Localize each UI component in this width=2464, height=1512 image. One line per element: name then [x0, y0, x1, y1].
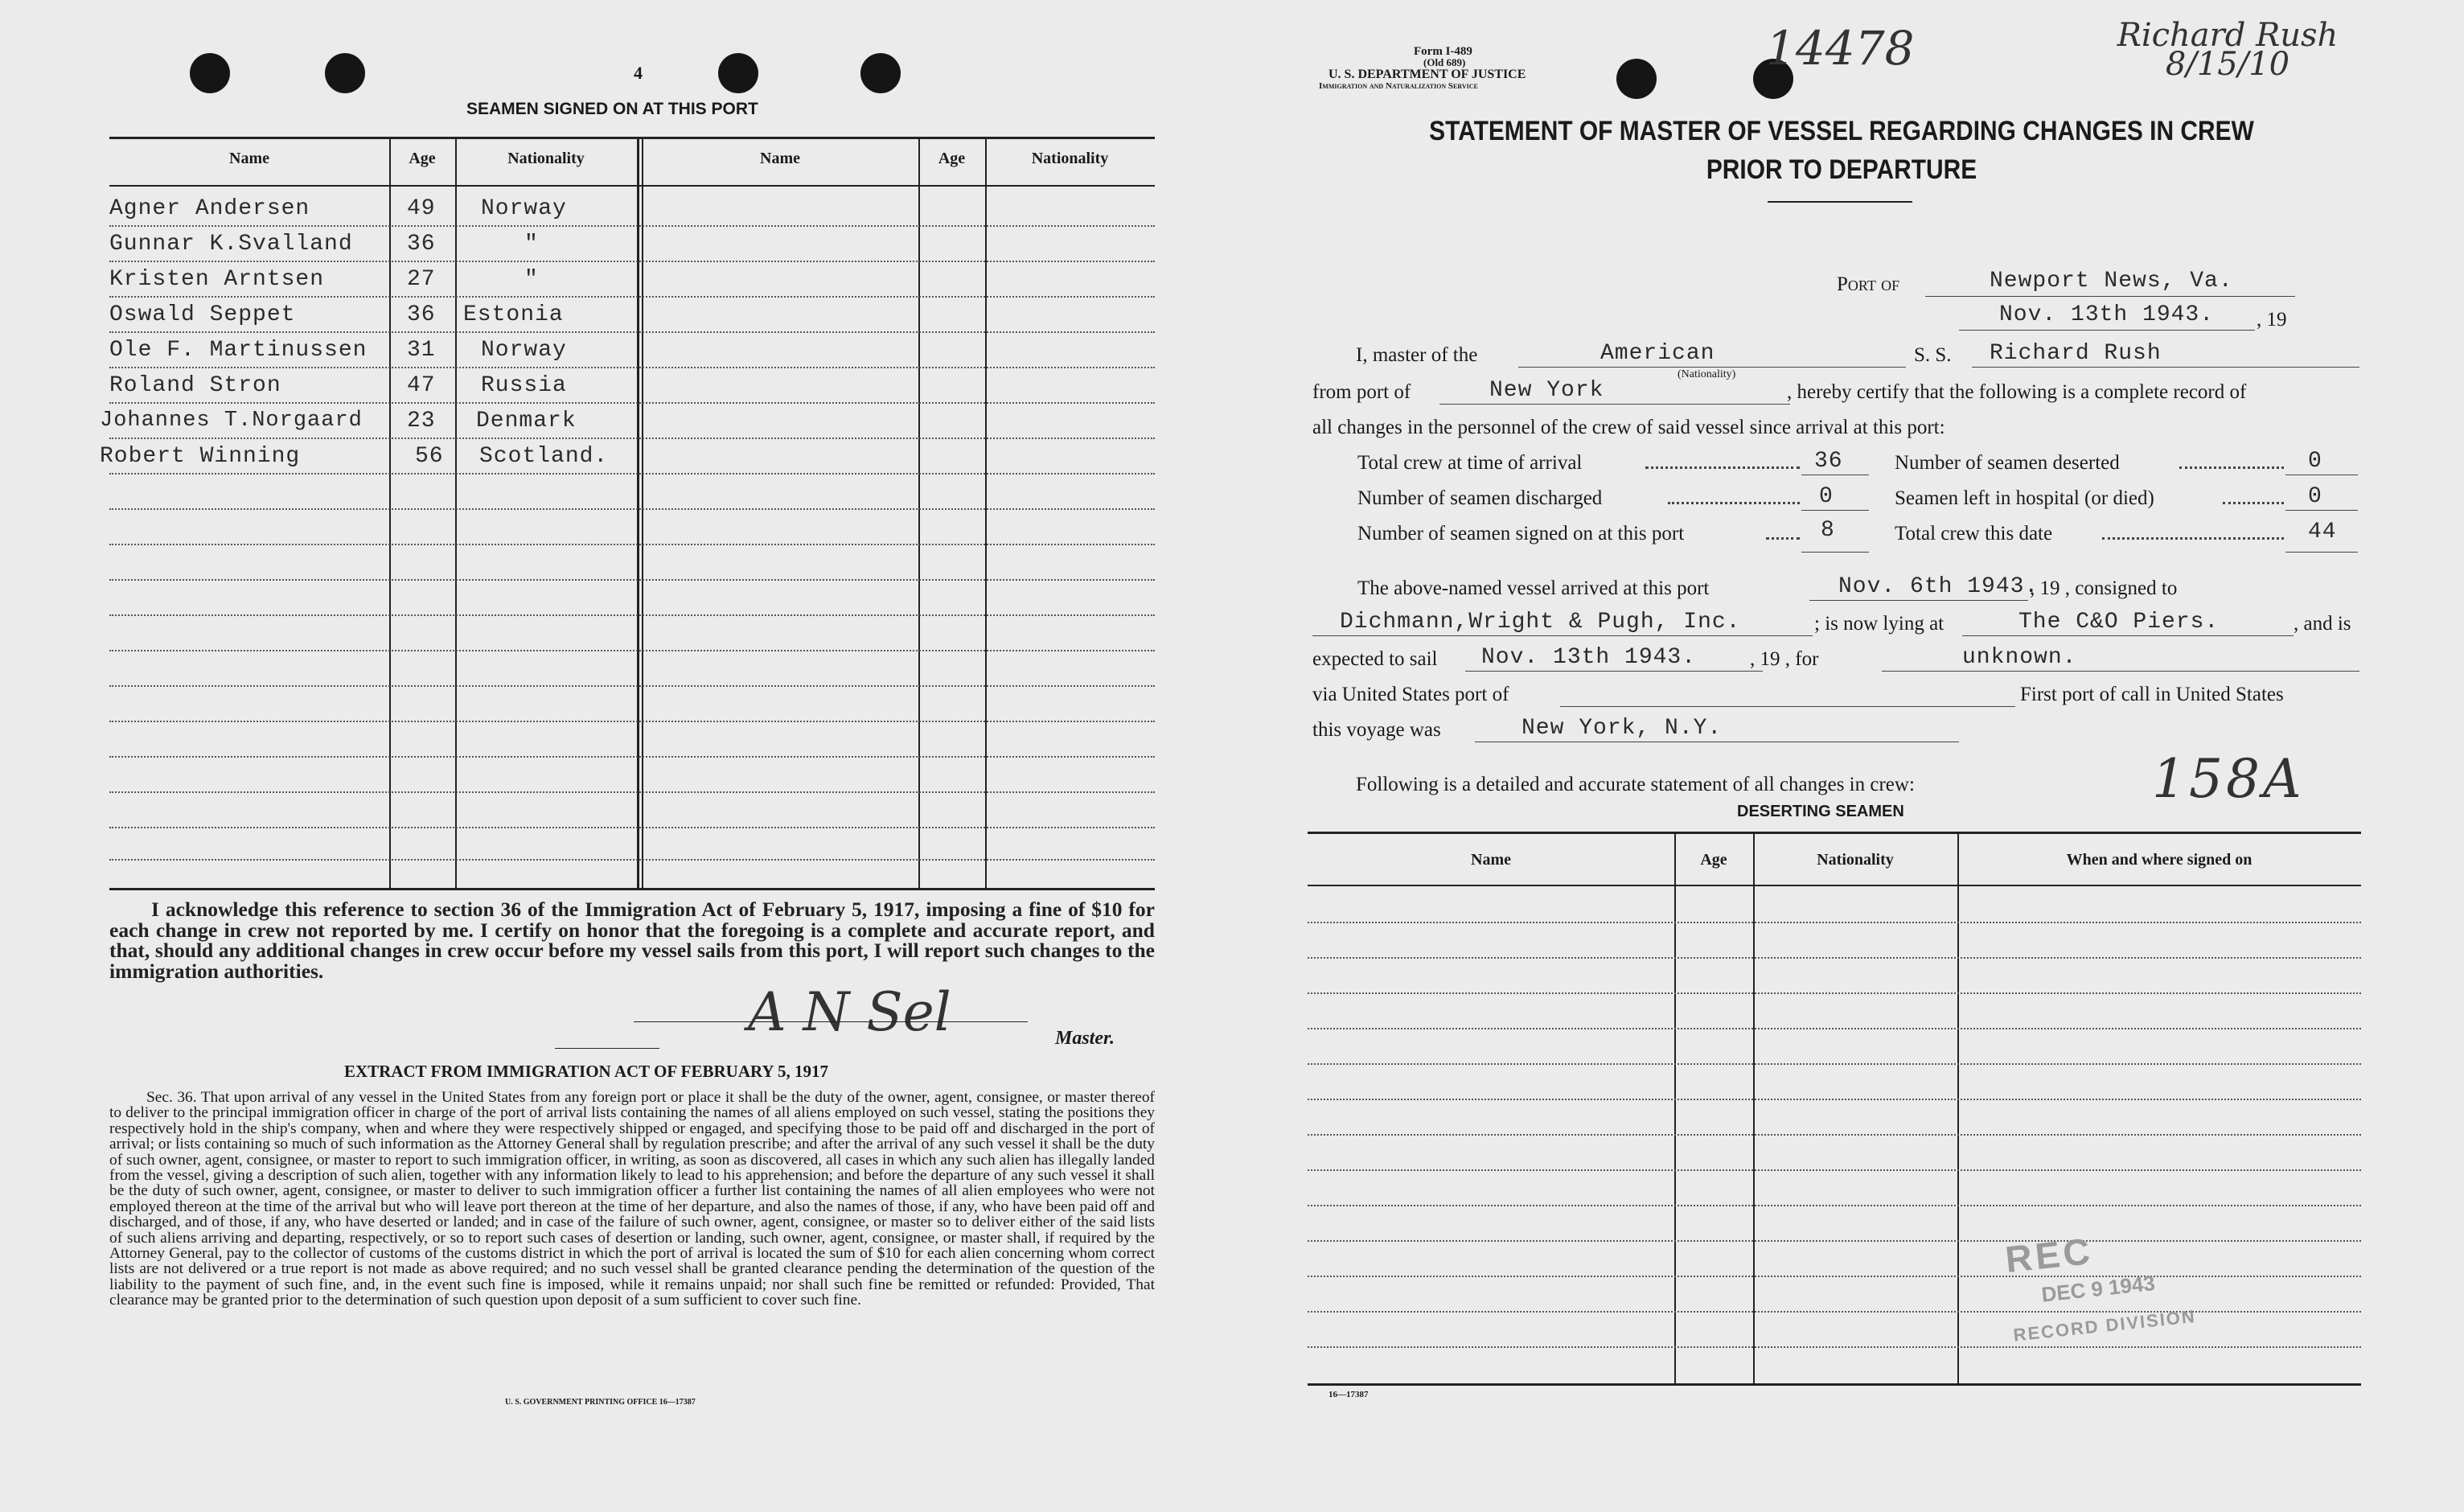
form-title: [1382, 113, 2302, 189]
leader-dots: [1668, 502, 1800, 504]
for-label: , 19 , for: [1750, 648, 1819, 670]
following-label: Following is a detailed and accurate statement of all changes in crew:: [1356, 774, 1915, 795]
table-row: [100, 444, 640, 479]
field-line: [1801, 510, 1869, 511]
nationality-caption: (Nationality): [1678, 368, 1736, 380]
field-line: [1439, 404, 1790, 405]
column-header-age: Age: [1700, 851, 1727, 869]
stamp-line-2: DEC 9 1943: [2040, 1271, 2157, 1307]
column-header-signed-on: When and where signed on: [2066, 851, 2253, 869]
row-rule: [1308, 1099, 2361, 1100]
row-rule: [109, 579, 1155, 581]
row-rule: [109, 756, 1155, 758]
column-header-nationality: Nationality: [1817, 851, 1894, 869]
small-rule: [555, 1048, 659, 1049]
seaman-name: Kristen Arntsen: [109, 267, 325, 292]
row-rule: [109, 544, 1155, 545]
master-label: Master.: [1055, 1028, 1115, 1049]
seaman-name: Agner Andersen: [109, 196, 310, 221]
for-value: unknown.: [1962, 645, 2077, 670]
hospital-label: Seamen left in hospital (or died): [1895, 487, 2154, 509]
row-rule: [109, 650, 1155, 651]
field-line: [1972, 367, 2359, 368]
field-line: [1962, 635, 2294, 636]
field-line: [1560, 706, 2015, 707]
seaman-age: 27: [407, 267, 436, 292]
punch-hole: [1616, 59, 1657, 99]
row-rule: [1308, 1134, 2361, 1136]
table-bottom-rule: [109, 888, 1155, 890]
seaman-name: Roland Stron: [109, 373, 281, 398]
and-is: , and is: [2294, 613, 2351, 635]
port-value: Newport News, Va.: [1990, 269, 2233, 294]
row-rule: [1308, 957, 2361, 959]
department: U. S. DEPARTMENT OF JUSTICE: [1329, 68, 1526, 81]
section-title: SEAMEN SIGNED ON AT THIS PORT: [466, 100, 758, 118]
seaman-nationality: ": [524, 267, 539, 292]
extract-title: EXTRACT FROM IMMIGRATION ACT OF FEBRUARY 5, 1917: [344, 1062, 829, 1081]
deserting-table-bottom: [1308, 1383, 2361, 1386]
field-line: [1312, 635, 1813, 636]
form-old: (Old 689): [1423, 56, 1466, 68]
leader-dots: [2179, 466, 2284, 469]
deserting-title: DESERTING SEAMEN: [1737, 803, 1904, 820]
handwritten-code: 158A: [2152, 748, 2305, 810]
row-rule: [1308, 922, 2361, 923]
master-of-label: I, master of the: [1356, 344, 1478, 366]
seaman-name: Ole F. Martinussen: [109, 338, 368, 363]
column-divider: [642, 137, 643, 888]
page-number: 4: [634, 63, 643, 83]
row-rule: [109, 859, 1155, 861]
lying-value: The C&O Piers.: [2018, 610, 2220, 635]
column-header-age: Age: [409, 150, 436, 167]
first-port-value: New York, N.Y.: [1522, 716, 1723, 741]
nationality-value: American: [1600, 341, 1715, 366]
row-rule: [109, 791, 1155, 793]
arrived-value: Nov. 6th 1943.: [1838, 574, 2039, 599]
leader-dots: [2223, 502, 2284, 504]
form-number: Form I-489: [1414, 45, 1472, 58]
column-header-name: Name: [229, 150, 269, 167]
seaman-nationality: Denmark: [476, 409, 577, 433]
title-line-1: STATEMENT OF MASTER OF VESSEL REGARDING CHANGES IN CREW: [1429, 116, 2254, 146]
seaman-age: 36: [407, 232, 436, 257]
lying-label: ; is now lying at: [1814, 613, 1945, 635]
row-rule: [1308, 1028, 2361, 1029]
seaman-age: 36: [407, 302, 436, 327]
column-divider: [1753, 832, 1755, 1383]
ship-name: Richard Rush: [1990, 341, 2162, 366]
leader-dots: [2102, 537, 2284, 540]
field-line: [2285, 552, 2358, 553]
field-line: [1465, 671, 1763, 672]
footer-code: 16—17387: [1329, 1390, 1369, 1399]
field-line: [1959, 330, 2255, 331]
seaman-nationality: Norway: [481, 338, 567, 363]
discharged-label: Number of seamen discharged: [1357, 487, 1603, 509]
title-line-2: PRIOR TO DEPARTURE: [1706, 154, 1977, 185]
column-header-name: Name: [1471, 851, 1511, 869]
leader-dots: [1645, 466, 1800, 469]
discharged-value: 0: [1819, 484, 1834, 509]
table-top-rule: [109, 137, 1155, 139]
stamp-line-1: REC: [2003, 1229, 2096, 1281]
table-header-rule: [109, 185, 1155, 187]
total-today-value: 44: [2308, 520, 2337, 544]
deserted-label: Number of seamen deserted: [1895, 452, 2120, 474]
table-row: [100, 409, 640, 444]
service: Immigration and Naturalization Service: [1319, 81, 1478, 91]
field-line: [1801, 552, 1869, 553]
handwritten-number: 14478: [1766, 21, 1915, 76]
seaman-name: Johannes T.Norgaard: [100, 409, 363, 433]
column-divider: [1674, 832, 1676, 1383]
column-divider: [1957, 832, 1959, 1383]
hospital-value: 0: [2308, 484, 2322, 509]
total-arrival-value: 36: [1814, 449, 1843, 474]
date-suffix: , 19: [2257, 309, 2287, 331]
via-label: via United States port of: [1312, 684, 1509, 705]
consigned-label: , 19 , consigned to: [2030, 577, 2178, 599]
table-row: [109, 338, 640, 373]
master-signature: A N Sel: [748, 981, 951, 1043]
seaman-age: 47: [407, 373, 436, 398]
column-header-name: Name: [760, 150, 800, 167]
seaman-nationality: Estonia: [463, 302, 564, 327]
acknowledgement-text: I acknowledge this reference to section 36 of the Immigration Act of February 5, 1917, imposing a fine of $10 for each change in crew not reported by me. I certify on honor that the foregoing is a complete and accurate report, and that, should any additional changes in crew occur before my vessel sails from this port, I will report such changes to the immigration authorities.: [109, 898, 1155, 983]
expected-value: Nov. 13th 1943.: [1481, 645, 1697, 670]
column-divider: [918, 137, 920, 888]
signed-on-value: 8: [1821, 518, 1835, 543]
punch-hole: [718, 53, 758, 93]
seaman-age: 23: [407, 409, 436, 433]
seaman-nationality: Scotland.: [479, 444, 609, 469]
seaman-nationality: Norway: [481, 196, 567, 221]
all-changes-text: all changes in the personnel of the crew of said vessel since arrival at this port:: [1312, 417, 1945, 438]
field-line: [2285, 510, 2358, 511]
field-line: [1925, 296, 2295, 297]
punch-hole: [190, 53, 230, 93]
table-row: [109, 232, 640, 267]
column-header-age: Age: [938, 150, 966, 167]
seaman-name: Oswald Seppet: [109, 302, 296, 327]
row-rule: [1308, 992, 2361, 994]
seaman-name: Robert Winning: [100, 444, 301, 469]
row-rule: [1308, 1063, 2361, 1065]
seaman-age: 56: [415, 444, 444, 469]
row-rule: [109, 721, 1155, 722]
seaman-nationality: ": [524, 232, 539, 257]
field-line: [1809, 600, 2028, 601]
signature-line: [634, 1021, 1028, 1022]
printing-office: U. S. GOVERNMENT PRINTING OFFICE 16—17387: [505, 1398, 696, 1407]
total-today-label: Total crew this date: [1895, 523, 2053, 544]
column-header-nationality: Nationality: [1031, 150, 1109, 167]
deserting-table-header-rule: [1308, 885, 2361, 886]
table-row: [109, 302, 640, 338]
leader-dots: [1766, 537, 1800, 540]
signed-on-label: Number of seamen signed on at this port: [1357, 523, 1685, 544]
column-header-nationality: Nationality: [507, 150, 585, 167]
punch-hole: [325, 53, 365, 93]
extract-text: Sec. 36. That upon arrival of any vessel in the United States from any foreign port or place it shall be the duty of the owner, agent, consignee, or master thereof to deliver to the principal immigration officer in charge of the port of arrival lists containing the names of all aliens employed on such vessel, stating the positions they respectively hold in the ship's company, when and where they were respectively shipped or engaged, and specifying those to be paid off and discharged in the port of arrival; or lists containing so much of such information as the Attorney General shall by regulation prescribe; and after the arrival of any such vessel it shall be the duty of such owner, agent, consignee, or master to report to such immigration officer, in writing, as soon as discovered, all cases in which any such alien has illegally landed from the vessel, giving a description of such alien, together with any information likely to lead to his apprehension; and before the departure of any such vessel it shall be the duty of such owner, agent, consignee, or master to deliver to such immigration officer a further list containing the names of all alien employees who were not employed thereon at the time of the arrival but who will leave port thereon at the time of her departure, and also the names of those, if any, who have been paid off and discharged, and of those, if any, who have deserted or landed; and in case of the failure of such owner, agent, consignee, or master so to deliver either of the said lists of such aliens arriving and departing, respectively, or so to report such cases of desertion or landing, such owner, agent, consignee, or master shall, if required by the Attorney General, pay to the collector of customs of the customs district in which the port of arrival is located the sum of $10 for each alien concerning whom correct lists are not delivered or a true report is not made as above required; and no such vessel shall be granted clearance pending the determination of the question of the liability to the payment of such fine, and, in the event such fine is imposed, while it remains unpaid; nor shall such fine be remitted or refunded: Provided, That clearance may be granted prior to the determination of such question upon deposit of a sum sufficient to cover such fine.: [109, 1089, 1155, 1309]
total-arrival-label: Total crew at time of arrival: [1357, 452, 1583, 474]
row-rule: [109, 685, 1155, 687]
ss-label: S. S.: [1914, 344, 1952, 366]
date-value: Nov. 13th 1943.: [1999, 302, 2215, 327]
row-rule: [109, 508, 1155, 510]
row-rule: [109, 827, 1155, 828]
seaman-name: Gunnar K.Svalland: [109, 232, 353, 257]
received-stamp: [2003, 1208, 2307, 1391]
punch-hole: [860, 53, 901, 93]
deserted-value: 0: [2308, 449, 2322, 474]
table-row: [109, 196, 640, 232]
column-divider: [985, 137, 987, 888]
seaman-nationality: Russia: [481, 373, 567, 398]
certify-text: , hereby certify that the following is a complete record of: [1787, 381, 2247, 403]
row-rule: [1308, 1169, 2361, 1171]
handwritten-corner: Richard Rush 8/15/10: [2117, 17, 2339, 83]
seaman-age: 49: [407, 196, 436, 221]
field-line: [1882, 671, 2359, 672]
expected-label: expected to sail: [1312, 648, 1438, 670]
table-row: [109, 373, 640, 409]
arrived-label: The above-named vessel arrived at this port: [1357, 577, 1710, 599]
row-rule: [1308, 1205, 2361, 1206]
field-line: [1518, 367, 1906, 368]
seaman-age: 31: [407, 338, 436, 363]
this-voyage-label: this voyage was: [1312, 719, 1441, 741]
stamp-line-3: RECORD DIVISION: [2012, 1305, 2197, 1346]
title-underline: [1768, 201, 1912, 203]
from-port-label: from port of: [1312, 381, 1411, 403]
row-rule: [109, 614, 1155, 616]
table-row: [109, 267, 640, 302]
consignee-value: Dichmann,Wright & Pugh, Inc.: [1340, 610, 1741, 635]
deserting-table-top: [1308, 832, 2361, 834]
first-port-label: First port of call in United States: [2020, 684, 2284, 705]
from-port-value: New York: [1489, 378, 1604, 403]
port-label: Port of: [1837, 273, 1900, 295]
